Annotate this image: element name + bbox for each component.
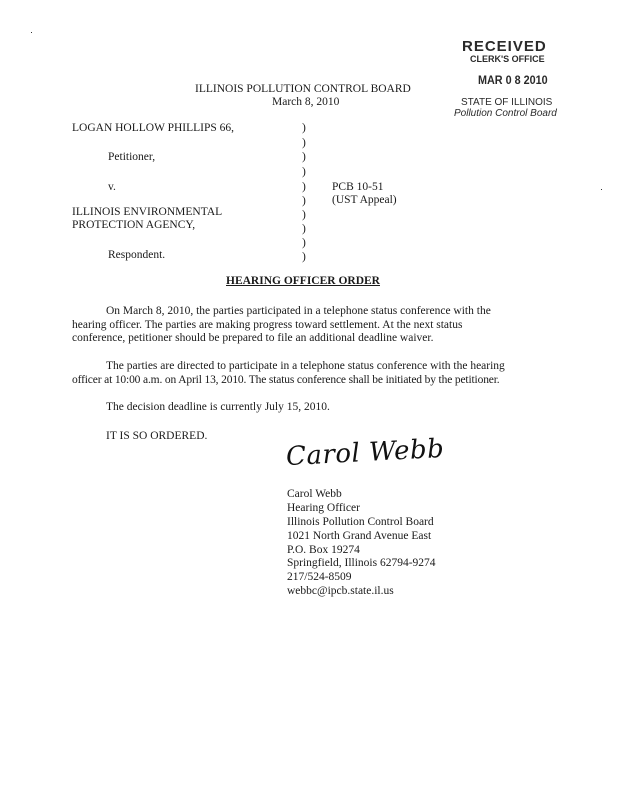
versus: v. xyxy=(108,181,116,193)
scan-speck xyxy=(31,32,32,33)
paren: ) xyxy=(302,237,306,249)
paragraph-1-line-2: hearing officer. The parties are making progress toward settlement. At the next status xyxy=(72,319,463,331)
stamp-date: MAR 0 8 2010 xyxy=(478,73,548,87)
paragraph-2-line-2: officer at 10:00 a.m. on April 13, 2010. The status conference shall be initiated by the petitioner. xyxy=(72,374,500,386)
respondent-line2: PROTECTION AGENCY, xyxy=(72,219,196,231)
so-ordered: IT IS SO ORDERED. xyxy=(106,430,208,442)
signer-phone: 217/524-8509 xyxy=(287,571,352,583)
paragraph-1-line-1: On March 8, 2010, the parties participated in a telephone status conference with the xyxy=(106,305,491,317)
respondent-line1: ILLINOIS ENVIRONMENTAL xyxy=(72,206,223,218)
paren: ) xyxy=(302,151,306,163)
stamp-office: CLERK'S OFFICE xyxy=(470,54,545,64)
signer-org: Illinois Pollution Control Board xyxy=(287,516,434,528)
stamp-board: Pollution Control Board xyxy=(454,108,557,119)
case-type: (UST Appeal) xyxy=(332,194,397,206)
petitioner-name: LOGAN HOLLOW PHILLIPS 66, xyxy=(72,122,235,134)
header-date: March 8, 2010 xyxy=(272,96,340,108)
paren: ) xyxy=(302,137,306,149)
petitioner-label: Petitioner, xyxy=(108,151,156,163)
paren: ) xyxy=(302,223,306,235)
order-title: HEARING OFFICER ORDER xyxy=(226,275,380,287)
paren: ) xyxy=(302,251,306,263)
paragraph-1-line-3: conference, petitioner should be prepared to file an additional deadline waiver. xyxy=(72,332,434,344)
paren: ) xyxy=(302,122,306,134)
signer-po-box: P.O. Box 19274 xyxy=(287,544,360,556)
handwritten-signature: Carol Webb xyxy=(285,433,446,473)
paragraph-2-line-1: The parties are directed to participate in a telephone status conference with the hearing xyxy=(106,360,505,372)
paren: ) xyxy=(302,209,306,221)
signer-city: Springfield, Illinois 62794-9274 xyxy=(287,557,436,569)
paren: ) xyxy=(302,195,306,207)
scan-speck xyxy=(601,189,602,190)
paren: ) xyxy=(302,166,306,178)
board-heading: ILLINOIS POLLUTION CONTROL BOARD xyxy=(195,83,411,95)
signer-name: Carol Webb xyxy=(287,488,342,500)
stamp-received: RECEIVED xyxy=(462,38,547,55)
respondent-label: Respondent. xyxy=(108,249,166,261)
signer-title: Hearing Officer xyxy=(287,502,360,514)
paragraph-3: The decision deadline is currently July 15, 2010. xyxy=(106,401,330,413)
case-number: PCB 10-51 xyxy=(332,181,384,193)
stamp-state: STATE OF ILLINOIS xyxy=(461,97,553,108)
signer-street: 1021 North Grand Avenue East xyxy=(287,530,432,542)
signer-email: webbc@ipcb.state.il.us xyxy=(287,585,394,597)
paren: ) xyxy=(302,181,306,193)
